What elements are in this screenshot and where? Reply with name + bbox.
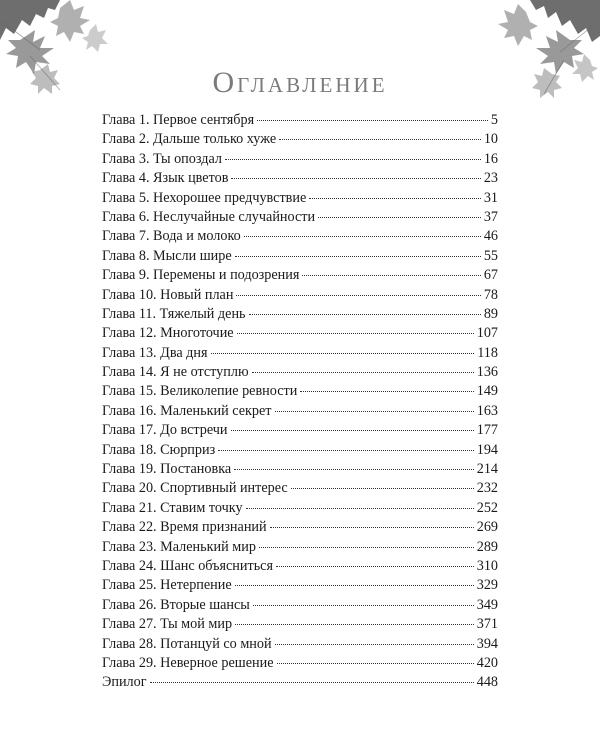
toc-entry[interactable]	[102, 227, 498, 246]
toc-entry-page-number: 67	[483, 267, 498, 284]
toc-entry[interactable]	[102, 596, 498, 615]
toc-entry-title: Глава 8. Мысли шире	[102, 247, 232, 264]
toc-entry-title: Глава 13. Два дня	[102, 344, 208, 361]
dot-leader	[234, 469, 474, 470]
dot-leader	[257, 120, 488, 121]
toc-entry-page-number: 289	[476, 538, 498, 555]
toc-entry-page-number: 310	[476, 557, 498, 574]
toc-entry-page-number: 252	[476, 499, 498, 516]
dot-leader	[259, 547, 474, 548]
toc-entry[interactable]	[102, 382, 498, 401]
toc-entry-page-number: 177	[476, 422, 498, 439]
dot-leader	[253, 605, 474, 606]
toc-entry-title: Глава 6. Неслучайные случайности	[102, 208, 316, 225]
toc-entry-page-number: 232	[476, 480, 498, 497]
dot-leader	[218, 450, 474, 451]
toc-entry[interactable]	[102, 673, 498, 692]
dot-leader	[276, 566, 474, 567]
toc-entry-title: Глава 18. Сюрприз	[102, 441, 216, 458]
toc-entry-title: Глава 23. Маленький мир	[102, 538, 256, 555]
toc-entry-title: Глава 5. Нехорошее предчувствие	[102, 189, 307, 206]
toc-entry[interactable]	[102, 344, 498, 363]
toc-entry-page-number: 31	[483, 189, 498, 206]
dot-leader	[231, 178, 480, 179]
toc-entry-page-number: 420	[476, 654, 498, 671]
dot-leader	[244, 236, 481, 237]
toc-entry[interactable]	[102, 130, 498, 149]
dot-leader	[302, 275, 480, 276]
toc-entry-page-number: 371	[476, 616, 498, 633]
dot-leader	[237, 333, 474, 334]
toc-entry-title: Глава 16. Маленький секрет	[102, 402, 272, 419]
dot-leader	[270, 527, 474, 528]
dot-leader	[231, 430, 474, 431]
toc-entry-page-number: 37	[483, 208, 498, 225]
dot-leader	[236, 295, 480, 296]
toc-entry[interactable]	[102, 576, 498, 595]
dot-leader	[225, 159, 481, 160]
toc-entry-title: Глава 10. Новый план	[102, 286, 234, 303]
dot-leader	[279, 139, 481, 140]
toc-entry-title: Глава 21. Ставим точку	[102, 499, 243, 516]
dot-leader	[309, 198, 481, 199]
toc-entry[interactable]	[102, 305, 498, 324]
toc-entry-title: Глава 26. Вторые шансы	[102, 596, 250, 613]
toc-entry-title: Глава 2. Дальше только хуже	[102, 131, 277, 148]
toc-entry-page-number: 118	[477, 344, 498, 361]
toc-entry[interactable]	[102, 189, 498, 208]
table-of-contents	[102, 111, 498, 693]
toc-entry-title: Глава 9. Перемены и подозрения	[102, 267, 300, 284]
toc-entry[interactable]	[102, 363, 498, 382]
toc-entry-page-number: 107	[476, 325, 498, 342]
dot-leader	[277, 663, 474, 664]
toc-entry-page-number: 214	[476, 461, 498, 478]
page-title: Оглавление	[212, 66, 388, 99]
toc-entry-page-number: 329	[476, 577, 498, 594]
toc-entry[interactable]	[102, 111, 498, 130]
toc-entry[interactable]	[102, 635, 498, 654]
toc-entry-title: Глава 12. Многоточие	[102, 325, 234, 342]
toc-entry[interactable]	[102, 169, 498, 188]
toc-entry[interactable]	[102, 150, 498, 169]
toc-entry-page-number: 136	[476, 364, 498, 381]
toc-entry-page-number: 46	[483, 228, 498, 245]
dot-leader	[249, 314, 481, 315]
toc-entry[interactable]	[102, 557, 498, 576]
toc-entry[interactable]	[102, 324, 498, 343]
toc-entry-page-number: 163	[476, 402, 498, 419]
toc-entry[interactable]	[102, 499, 498, 518]
dot-leader	[300, 391, 473, 392]
toc-entry-title: Глава 4. Язык цветов	[102, 170, 229, 187]
toc-entry-title: Глава 20. Спортивный интерес	[102, 480, 288, 497]
toc-entry-title: Глава 14. Я не отступлю	[102, 364, 249, 381]
toc-entry-title: Глава 11. Тяжелый день	[102, 305, 246, 322]
toc-entry-page-number: 23	[483, 170, 498, 187]
toc-entry-title: Глава 15. Великолепие ревности	[102, 383, 298, 400]
dot-leader	[211, 353, 475, 354]
dot-leader	[252, 372, 474, 373]
toc-entry[interactable]	[102, 518, 498, 537]
toc-entry-title: Глава 1. Первое сентября	[102, 112, 255, 128]
toc-entry[interactable]	[102, 266, 498, 285]
toc-entry-page-number: 194	[476, 441, 498, 458]
toc-entry-page-number: 55	[483, 247, 498, 264]
toc-entry-page-number: 5	[490, 112, 498, 128]
toc-entry-title: Глава 19. Постановка	[102, 461, 232, 478]
toc-entry[interactable]	[102, 615, 498, 634]
toc-entry-page-number: 89	[483, 305, 498, 322]
toc-entry-title: Глава 24. Шанс объясниться	[102, 557, 273, 574]
toc-entry-title: Глава 7. Вода и молоко	[102, 228, 241, 245]
toc-entry[interactable]	[102, 538, 498, 557]
toc-entry[interactable]	[102, 421, 498, 440]
toc-entry-title: Глава 27. Ты мой мир	[102, 616, 233, 633]
dot-leader	[291, 488, 474, 489]
dot-leader	[246, 508, 474, 509]
toc-entry[interactable]	[102, 460, 498, 479]
dot-leader	[275, 411, 474, 412]
toc-entry-title: Эпилог	[102, 674, 147, 691]
toc-entry-title: Глава 22. Время признаний	[102, 519, 267, 536]
dot-leader	[275, 644, 474, 645]
dot-leader	[235, 624, 474, 625]
dot-leader	[235, 585, 474, 586]
dot-leader	[235, 256, 481, 257]
toc-entry-page-number: 394	[476, 635, 498, 652]
dot-leader	[150, 682, 474, 683]
toc-entry[interactable]	[102, 654, 498, 673]
toc-entry[interactable]	[102, 286, 498, 305]
toc-entry-page-number: 349	[476, 596, 498, 613]
toc-entry-title: Глава 17. До встречи	[102, 422, 228, 439]
toc-entry[interactable]	[102, 402, 498, 421]
toc-entry[interactable]	[102, 441, 498, 460]
toc-entry-title: Глава 28. Потанцуй со мной	[102, 635, 272, 652]
toc-entry-title: Глава 3. Ты опоздал	[102, 150, 222, 167]
toc-entry-page-number: 16	[483, 150, 498, 167]
toc-entry-title: Глава 29. Неверное решение	[102, 654, 274, 671]
toc-entry-page-number: 269	[476, 519, 498, 536]
dot-leader	[318, 217, 481, 218]
toc-entry[interactable]	[102, 208, 498, 227]
toc-entry[interactable]	[102, 247, 498, 266]
toc-entry-page-number: 78	[483, 286, 498, 303]
toc-entry-title: Глава 25. Нетерпение	[102, 577, 232, 594]
toc-entry[interactable]	[102, 479, 498, 498]
toc-entry-page-number: 448	[476, 674, 498, 691]
toc-entry-page-number: 149	[476, 383, 498, 400]
toc-entry-page-number: 10	[483, 131, 498, 148]
